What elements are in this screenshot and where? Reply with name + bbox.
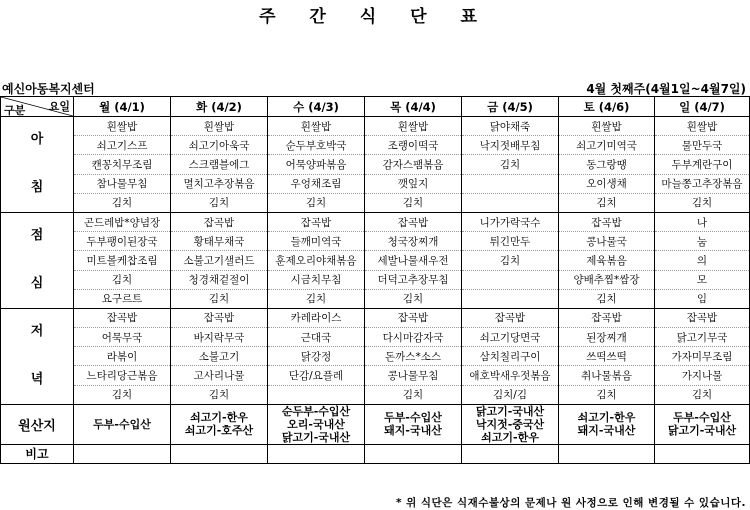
footnote: * 위 식단은 식재수불상의 문제나 원 사정으로 인해 변경될 수 있습니다. [395, 497, 746, 509]
day-header: 금 (4/5) [462, 97, 559, 117]
origin-cell: 쇠고기-한우 돼지-국내산 [559, 404, 655, 444]
menu-row [1, 155, 750, 174]
note-cell [559, 444, 655, 463]
menu-item-cell: 낙지젓배무침 [462, 136, 559, 155]
center-name: 예신아동복지센터 [2, 82, 95, 96]
menu-item-cell [268, 385, 365, 404]
menu-row [1, 366, 750, 385]
meal-label-bottom: 녁 [30, 372, 44, 388]
day-header: 토 (4/6) [559, 97, 655, 117]
menu-item-cell: 잡곡밥 [365, 308, 462, 327]
week-label: 4월 첫째주(4월1일~4월7일) [586, 82, 746, 96]
menu-item-cell: 김치 [74, 385, 171, 404]
meal-label-bottom: 심 [30, 276, 44, 292]
menu-item-cell: 김치 [559, 385, 655, 404]
day-header: 목 (4/4) [365, 97, 462, 117]
menu-item-cell: 잡곡밥 [74, 308, 171, 327]
menu-item-cell: 콩나물국 [559, 232, 655, 251]
menu-item-cell: 청경채겉절이 [171, 270, 268, 289]
menu-item-cell: 김치 [171, 289, 268, 308]
menu-item-cell: 흰쌀밥 [365, 117, 462, 136]
menu-item-cell: 미트볼케찹조림 [74, 251, 171, 270]
menu-item-cell: 잡곡밥 [268, 212, 365, 231]
menu-row [1, 212, 750, 231]
menu-item-cell: 닭강정 [268, 347, 365, 366]
menu-item-cell: 멸치고추장볶음 [171, 174, 268, 193]
menu-item-cell: 튀긴만두 [462, 232, 559, 251]
menu-item-cell: 흰쌀밥 [268, 117, 365, 136]
meal-label-gap [1, 154, 73, 174]
menu-item-cell: 단감/요플레 [268, 366, 365, 385]
menu-item-cell: 삼치칠리구이 [462, 347, 559, 366]
origin-label: 원산지 [1, 404, 74, 444]
menu-item-cell: 김치 [365, 385, 462, 404]
menu-item-cell: 감자스팸볶음 [365, 155, 462, 174]
menu-item-cell: 돈까스*소스 [365, 347, 462, 366]
menu-item-cell: 캔꽁치무조림 [74, 155, 171, 174]
note-cell [171, 444, 268, 463]
menu-item-cell: 소불고기 [171, 347, 268, 366]
menu-item-cell: 흰쌀밥 [74, 117, 171, 136]
meal-label [1, 308, 74, 404]
menu-item-cell: 깻잎지 [365, 174, 462, 193]
menu-item-cell: 어묵양파볶음 [268, 155, 365, 174]
menu-item-cell: 쇠고기미역국 [559, 136, 655, 155]
menu-item-cell: 잡곡밥 [171, 308, 268, 327]
menu-item-cell: 훈제오리야채볶음 [268, 251, 365, 270]
menu-item-cell: 어묵무국 [74, 328, 171, 347]
menu-item-cell: 다시마감자국 [365, 328, 462, 347]
menu-item-cell: 시금치무침 [268, 270, 365, 289]
menu-item-cell: 닭야채죽 [462, 117, 559, 136]
menu-row [1, 328, 750, 347]
menu-item-cell: 요구르트 [74, 289, 171, 308]
origin-row [1, 404, 750, 444]
menu-item-cell: 흰쌀밥 [171, 117, 268, 136]
menu-item-cell: 잡곡밥 [559, 308, 655, 327]
page-title: 주 간 식 단 표 [259, 7, 491, 27]
note-cell [268, 444, 365, 463]
meal-label-top: 저 [30, 324, 44, 340]
menu-item-cell: 두부팽이된장국 [74, 232, 171, 251]
menu-row [1, 308, 750, 327]
menu-item-cell: 흰쌀밥 [559, 117, 655, 136]
corner-left-label: 구분 [4, 104, 26, 117]
meal-label [1, 212, 74, 308]
menu-table [0, 96, 750, 464]
menu-item-cell [462, 174, 559, 193]
menu-item-cell: 된장찌개 [559, 328, 655, 347]
menu-row [1, 385, 750, 404]
menu-item-cell: 라볶이 [74, 347, 171, 366]
menu-item-cell: 오이생채 [559, 174, 655, 193]
menu-row [1, 174, 750, 193]
menu-item-cell: 순두부호박국 [268, 136, 365, 155]
menu-item-cell: 청국장찌개 [365, 232, 462, 251]
menu-item-cell: 잡곡밥 [171, 212, 268, 231]
meal-label-top: 점 [30, 228, 44, 244]
menu-row [1, 270, 750, 289]
origin-cell: 닭고기-국내산 낙지젓-중국산 쇠고기-한우 [462, 404, 559, 444]
menu-item-cell: 니가가락국수 [462, 212, 559, 231]
menu-item-cell: 곤드레밥*양념장 [74, 212, 171, 231]
menu-item-cell: 쇠고기스프 [74, 136, 171, 155]
menu-item-cell: 동그랑땡 [559, 155, 655, 174]
menu-item-cell: 김치 [74, 193, 171, 212]
menu-item-cell: 두부계란구이 [655, 155, 750, 174]
menu-item-cell: 김치 [559, 289, 655, 308]
note-cell [74, 444, 171, 463]
menu-item-cell: 잡곡밥 [655, 308, 750, 327]
day-header: 수 (4/3) [268, 97, 365, 117]
menu-row [1, 289, 750, 308]
menu-item-cell: 김치 [462, 251, 559, 270]
menu-item-cell: 김치 [655, 385, 750, 404]
menu-item-cell: 김치 [365, 289, 462, 308]
meal-label-gap [1, 346, 73, 366]
menu-item-cell: 김치 [268, 193, 365, 212]
menu-row [1, 232, 750, 251]
menu-item-cell: 나 [655, 212, 750, 231]
header-corner-cell [1, 97, 74, 117]
menu-item-cell: 김치 [171, 385, 268, 404]
menu-item-cell: 김치 [268, 289, 365, 308]
menu-item-cell: 스크램블에그 [171, 155, 268, 174]
meal-label-bottom: 침 [30, 180, 44, 196]
menu-item-cell: 김치 [171, 193, 268, 212]
menu-item-cell: 김치 [655, 193, 750, 212]
menu-item-cell: 애호박새우젓볶음 [462, 366, 559, 385]
menu-item-cell: 참나물무침 [74, 174, 171, 193]
menu-item-cell: 김치/김 [462, 385, 559, 404]
menu-item-cell: 들깨미역국 [268, 232, 365, 251]
menu-item-cell: 황태무채국 [171, 232, 268, 251]
menu-row [1, 136, 750, 155]
note-cell [462, 444, 559, 463]
menu-item-cell: 가자미무조림 [655, 347, 750, 366]
menu-item-cell: 조랭이떡국 [365, 136, 462, 155]
menu-item-cell: 바지락무국 [171, 328, 268, 347]
menu-item-cell: 김치 [559, 193, 655, 212]
note-cell [365, 444, 462, 463]
menu-item-cell: 김치 [74, 270, 171, 289]
menu-item-cell: 카레라이스 [268, 308, 365, 327]
menu-item-cell [462, 270, 559, 289]
origin-cell: 두부-수입산 닭고기-국내산 [655, 404, 750, 444]
menu-item-cell: 임 [655, 289, 750, 308]
menu-item-cell: 우엉채조림 [268, 174, 365, 193]
menu-row [1, 251, 750, 270]
menu-item-cell: 양배추찜*쌈장 [559, 270, 655, 289]
menu-item-cell: 콩나물무침 [365, 366, 462, 385]
day-header: 월 (4/1) [74, 97, 171, 117]
menu-item-cell: 소불고기샐러드 [171, 251, 268, 270]
menu-item-cell: 닭고기무국 [655, 328, 750, 347]
menu-item-cell: 취나물볶음 [559, 366, 655, 385]
day-header: 일 (4/7) [655, 97, 750, 117]
day-header: 화 (4/2) [171, 97, 268, 117]
menu-item-cell: 물만두국 [655, 136, 750, 155]
menu-item-cell [462, 193, 559, 212]
menu-item-cell: 김치 [365, 193, 462, 212]
note-cell [655, 444, 750, 463]
menu-row [1, 193, 750, 212]
menu-item-cell: 흰쌀밥 [655, 117, 750, 136]
menu-item-cell: 김치 [462, 155, 559, 174]
menu-item-cell [462, 289, 559, 308]
menu-row [1, 347, 750, 366]
note-label: 비고 [1, 444, 74, 463]
origin-cell: 두부-수입산 돼지-국내산 [365, 404, 462, 444]
menu-item-cell: 세발나물새우전 [365, 251, 462, 270]
menu-item-cell: 마늘쫑고추장볶음 [655, 174, 750, 193]
header-row [1, 97, 750, 117]
menu-item-cell: 쇠고기아욱국 [171, 136, 268, 155]
menu-item-cell: 잡곡밥 [462, 308, 559, 327]
meal-label-gap [1, 250, 73, 270]
menu-item-cell: 잡곡밥 [365, 212, 462, 231]
menu-item-cell: 가지나물 [655, 366, 750, 385]
menu-item-cell: 쇠고기당면국 [462, 328, 559, 347]
menu-item-cell: 근대국 [268, 328, 365, 347]
menu-item-cell: 더덕고추장무침 [365, 270, 462, 289]
menu-item-cell: 느타리당근볶음 [74, 366, 171, 385]
menu-item-cell: 고사리나물 [171, 366, 268, 385]
menu-item-cell: 제육볶음 [559, 251, 655, 270]
menu-item-cell: 눔 [655, 232, 750, 251]
menu-item-cell: 의 [655, 251, 750, 270]
origin-cell: 쇠고기-한우 쇠고기-호주산 [171, 404, 268, 444]
corner-right-label: 요일 [48, 100, 70, 113]
meal-label [1, 117, 74, 213]
note-row [1, 444, 750, 463]
meal-label-top: 아 [30, 132, 44, 148]
menu-item-cell: 쓰떡쓰떡 [559, 347, 655, 366]
menu-row [1, 117, 750, 136]
menu-item-cell: 모 [655, 270, 750, 289]
origin-cell: 순두부-수입산 오리-국내산 닭고기-국내산 [268, 404, 365, 444]
menu-item-cell: 잡곡밥 [559, 212, 655, 231]
origin-cell: 두부-수입산 [74, 404, 171, 444]
